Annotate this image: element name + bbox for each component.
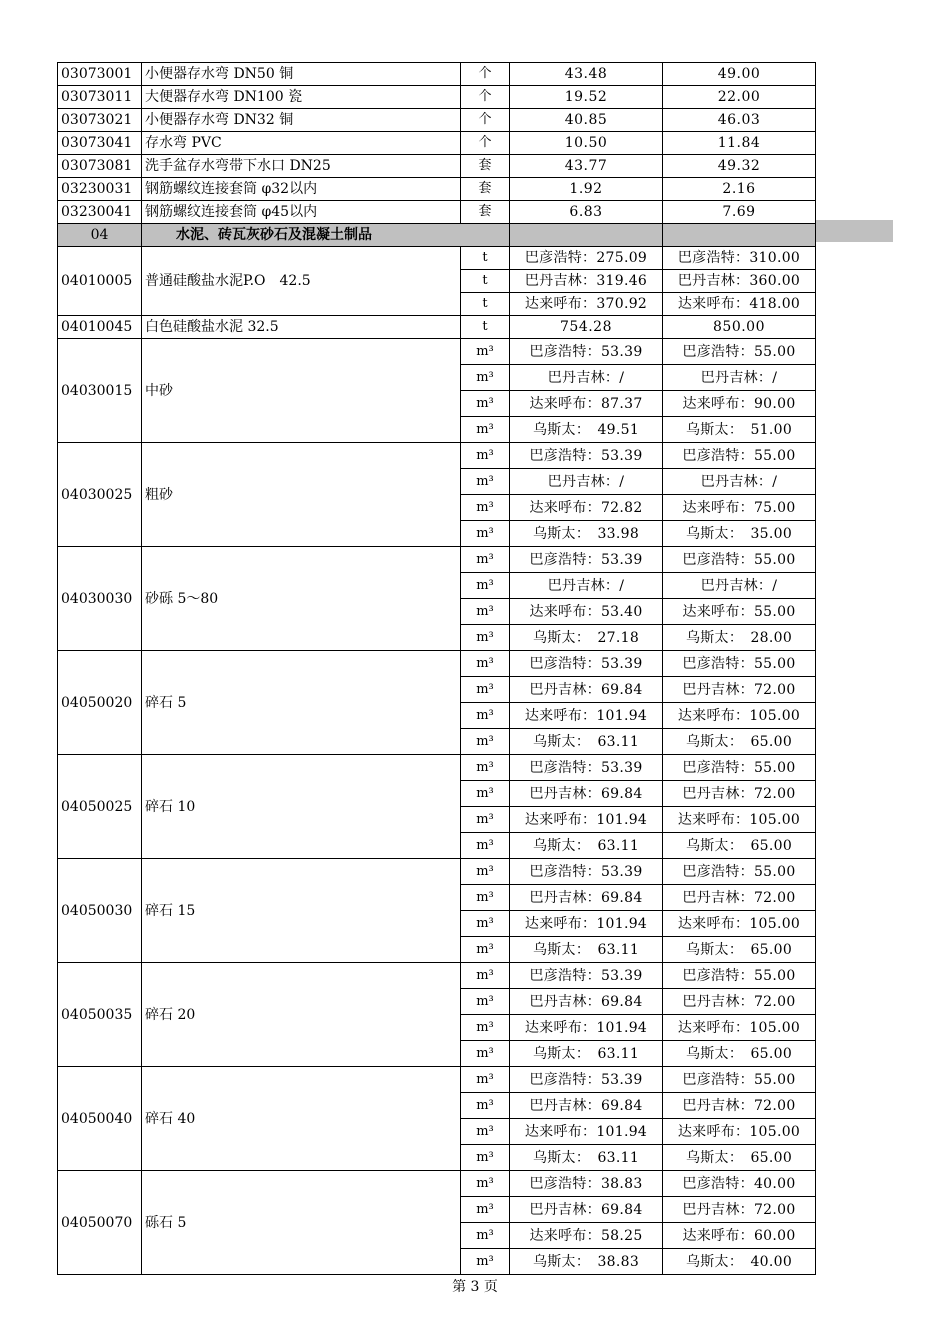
item-unit: m³ bbox=[461, 729, 510, 755]
item-code: 04050020 bbox=[58, 651, 142, 755]
price-excl-tax: 乌斯太： 38.83 bbox=[510, 1249, 663, 1275]
item-unit: t bbox=[461, 247, 510, 270]
price-incl-tax: 11.84 bbox=[663, 132, 816, 155]
price-excl-tax: 乌斯太： 33.98 bbox=[510, 521, 663, 547]
item-code: 04050030 bbox=[58, 859, 142, 963]
price-excl-tax: 乌斯太： 63.11 bbox=[510, 833, 663, 859]
item-unit: m³ bbox=[461, 963, 510, 989]
price-incl-tax: 巴彦浩特：55.00 bbox=[663, 963, 816, 989]
item-name: 碎石 10 bbox=[142, 755, 461, 859]
item-code: 04010005 bbox=[58, 247, 142, 316]
price-incl-tax: 达来呼布：55.00 bbox=[663, 599, 816, 625]
price-excl-tax: 巴彦浩特：275.09 bbox=[510, 247, 663, 270]
price-incl-tax: 49.32 bbox=[663, 155, 816, 178]
price-incl-tax: 巴丹吉林：72.00 bbox=[663, 989, 816, 1015]
price-excl-tax: 巴丹吉林：69.84 bbox=[510, 677, 663, 703]
table-row bbox=[58, 339, 816, 365]
section-header bbox=[58, 224, 816, 247]
table-row bbox=[58, 155, 816, 178]
price-excl-tax: 巴丹吉林：/ bbox=[510, 365, 663, 391]
price-incl-tax: 巴彦浩特：55.00 bbox=[663, 547, 816, 573]
item-name: 存水弯 PVC bbox=[142, 132, 461, 155]
item-unit: 套 bbox=[461, 155, 510, 178]
table-row bbox=[58, 109, 816, 132]
price-incl-tax: 巴丹吉林：/ bbox=[663, 469, 816, 495]
price-excl-tax: 6.83 bbox=[510, 201, 663, 224]
price-excl-tax: 巴彦浩特：53.39 bbox=[510, 859, 663, 885]
item-unit: m³ bbox=[461, 1249, 510, 1275]
price-incl-tax: 850.00 bbox=[663, 316, 816, 339]
item-unit: m³ bbox=[461, 911, 510, 937]
item-unit: m³ bbox=[461, 469, 510, 495]
table-row bbox=[58, 651, 816, 677]
item-unit: m³ bbox=[461, 495, 510, 521]
price-incl-tax: 巴丹吉林：72.00 bbox=[663, 885, 816, 911]
table-row bbox=[58, 1067, 816, 1093]
price-excl-tax: 巴彦浩特：53.39 bbox=[510, 339, 663, 365]
price-excl-tax: 巴彦浩特：53.39 bbox=[510, 1067, 663, 1093]
price-incl-tax: 达来呼布：75.00 bbox=[663, 495, 816, 521]
price-excl-tax: 达来呼布：101.94 bbox=[510, 1119, 663, 1145]
section-title: 水泥、砖瓦灰砂石及混凝土制品 bbox=[142, 224, 510, 247]
price-excl-tax: 达来呼布：101.94 bbox=[510, 911, 663, 937]
price-incl-tax: 49.00 bbox=[663, 63, 816, 86]
price-excl-tax: 巴丹吉林：69.84 bbox=[510, 781, 663, 807]
table-row bbox=[58, 755, 816, 781]
price-excl-tax: 1.92 bbox=[510, 178, 663, 201]
item-unit: m³ bbox=[461, 1041, 510, 1067]
item-code: 04050070 bbox=[58, 1171, 142, 1275]
table-row bbox=[58, 178, 816, 201]
item-unit: m³ bbox=[461, 833, 510, 859]
price-excl-tax: 达来呼布：101.94 bbox=[510, 703, 663, 729]
item-name: 中砂 bbox=[142, 339, 461, 443]
item-unit: t bbox=[461, 316, 510, 339]
price-excl-tax: 乌斯太： 63.11 bbox=[510, 1041, 663, 1067]
item-unit: m³ bbox=[461, 1119, 510, 1145]
price-excl-tax: 10.50 bbox=[510, 132, 663, 155]
price-incl-tax: 达来呼布：105.00 bbox=[663, 911, 816, 937]
item-name: 碎石 20 bbox=[142, 963, 461, 1067]
section-code: 04 bbox=[58, 224, 142, 247]
price-incl-tax: 乌斯太： 65.00 bbox=[663, 937, 816, 963]
price-excl-tax: 巴彦浩特：53.39 bbox=[510, 963, 663, 989]
item-unit: m³ bbox=[461, 1223, 510, 1249]
price-incl-tax: 46.03 bbox=[663, 109, 816, 132]
item-unit: m³ bbox=[461, 1067, 510, 1093]
item-code: 03073041 bbox=[58, 132, 142, 155]
item-unit: m³ bbox=[461, 521, 510, 547]
price-incl-tax: 乌斯太： 65.00 bbox=[663, 833, 816, 859]
item-unit: m³ bbox=[461, 391, 510, 417]
table-row bbox=[58, 547, 816, 573]
item-unit: m³ bbox=[461, 937, 510, 963]
price-table bbox=[57, 62, 816, 1275]
table-row bbox=[58, 247, 816, 270]
item-unit: 套 bbox=[461, 178, 510, 201]
item-name: 钢筋螺纹连接套筒 φ45以内 bbox=[142, 201, 461, 224]
table-row bbox=[58, 963, 816, 989]
price-incl-tax: 巴彦浩特：55.00 bbox=[663, 443, 816, 469]
price-table-body bbox=[58, 63, 816, 1275]
item-code: 04030025 bbox=[58, 443, 142, 547]
item-name: 白色硅酸盐水泥 32.5 bbox=[142, 316, 461, 339]
price-incl-tax: 巴丹吉林：/ bbox=[663, 365, 816, 391]
price-excl-tax: 巴彦浩特：53.39 bbox=[510, 443, 663, 469]
item-unit: m³ bbox=[461, 885, 510, 911]
item-unit: m³ bbox=[461, 1145, 510, 1171]
price-excl-tax: 乌斯太： 63.11 bbox=[510, 729, 663, 755]
price-excl-tax: 乌斯太： 63.11 bbox=[510, 937, 663, 963]
price-excl-tax: 754.28 bbox=[510, 316, 663, 339]
price-incl-tax: 乌斯太： 40.00 bbox=[663, 1249, 816, 1275]
item-name: 砾石 5 bbox=[142, 1171, 461, 1275]
price-incl-tax: 乌斯太： 65.00 bbox=[663, 1145, 816, 1171]
section-blank bbox=[510, 224, 663, 247]
price-excl-tax: 巴丹吉林：69.84 bbox=[510, 1093, 663, 1119]
price-incl-tax: 巴彦浩特：310.00 bbox=[663, 247, 816, 270]
page-footer bbox=[0, 1276, 950, 1296]
price-incl-tax: 达来呼布：60.00 bbox=[663, 1223, 816, 1249]
item-code: 04030030 bbox=[58, 547, 142, 651]
price-incl-tax: 巴彦浩特：55.00 bbox=[663, 1067, 816, 1093]
price-excl-tax: 巴丹吉林：69.84 bbox=[510, 1197, 663, 1223]
price-incl-tax: 乌斯太： 65.00 bbox=[663, 729, 816, 755]
price-incl-tax: 巴丹吉林：/ bbox=[663, 573, 816, 599]
item-unit: 个 bbox=[461, 63, 510, 86]
table-row bbox=[58, 316, 816, 339]
price-excl-tax: 巴丹吉林：69.84 bbox=[510, 885, 663, 911]
item-name: 碎石 40 bbox=[142, 1067, 461, 1171]
item-name: 碎石 15 bbox=[142, 859, 461, 963]
price-incl-tax: 22.00 bbox=[663, 86, 816, 109]
price-incl-tax: 乌斯太： 65.00 bbox=[663, 1041, 816, 1067]
item-unit: m³ bbox=[461, 443, 510, 469]
price-incl-tax: 达来呼布：418.00 bbox=[663, 293, 816, 316]
item-name: 普通硅酸盐水泥P.O 42.5 bbox=[142, 247, 461, 316]
item-unit: 个 bbox=[461, 86, 510, 109]
item-unit: t bbox=[461, 293, 510, 316]
item-unit: m³ bbox=[461, 1015, 510, 1041]
price-excl-tax: 乌斯太： 27.18 bbox=[510, 625, 663, 651]
item-unit: m³ bbox=[461, 1093, 510, 1119]
item-code: 04050035 bbox=[58, 963, 142, 1067]
price-excl-tax: 43.48 bbox=[510, 63, 663, 86]
item-unit: m³ bbox=[461, 573, 510, 599]
item-unit: m³ bbox=[461, 703, 510, 729]
price-excl-tax: 达来呼布：101.94 bbox=[510, 807, 663, 833]
price-incl-tax: 巴丹吉林：72.00 bbox=[663, 1093, 816, 1119]
item-code: 04010045 bbox=[58, 316, 142, 339]
table-row bbox=[58, 63, 816, 86]
price-excl-tax: 达来呼布：53.40 bbox=[510, 599, 663, 625]
table-row bbox=[58, 201, 816, 224]
price-incl-tax: 达来呼布：105.00 bbox=[663, 807, 816, 833]
price-incl-tax: 巴彦浩特：55.00 bbox=[663, 339, 816, 365]
item-unit: m³ bbox=[461, 677, 510, 703]
section-blank bbox=[663, 224, 816, 247]
item-unit: m³ bbox=[461, 781, 510, 807]
item-unit: m³ bbox=[461, 1171, 510, 1197]
item-name: 小便器存水弯 DN50 铜 bbox=[142, 63, 461, 86]
price-incl-tax: 达来呼布：105.00 bbox=[663, 703, 816, 729]
item-unit: 个 bbox=[461, 132, 510, 155]
price-incl-tax: 巴彦浩特：55.00 bbox=[663, 651, 816, 677]
item-unit: m³ bbox=[461, 989, 510, 1015]
price-incl-tax: 达来呼布：105.00 bbox=[663, 1015, 816, 1041]
item-name: 洗手盆存水弯带下水口 DN25 bbox=[142, 155, 461, 178]
item-code: 04030015 bbox=[58, 339, 142, 443]
price-incl-tax: 巴彦浩特：55.00 bbox=[663, 859, 816, 885]
item-code: 04050040 bbox=[58, 1067, 142, 1171]
price-excl-tax: 巴丹吉林：/ bbox=[510, 469, 663, 495]
price-excl-tax: 43.77 bbox=[510, 155, 663, 178]
price-incl-tax: 乌斯太： 51.00 bbox=[663, 417, 816, 443]
table-row bbox=[58, 86, 816, 109]
table-row bbox=[58, 859, 816, 885]
price-incl-tax: 巴丹吉林：72.00 bbox=[663, 1197, 816, 1223]
item-code: 03073011 bbox=[58, 86, 142, 109]
item-code: 04050025 bbox=[58, 755, 142, 859]
item-unit: m³ bbox=[461, 807, 510, 833]
price-excl-tax: 达来呼布：58.25 bbox=[510, 1223, 663, 1249]
price-excl-tax: 乌斯太： 63.11 bbox=[510, 1145, 663, 1171]
price-incl-tax: 达来呼布：90.00 bbox=[663, 391, 816, 417]
price-incl-tax: 乌斯太： 35.00 bbox=[663, 521, 816, 547]
price-excl-tax: 巴丹吉林：/ bbox=[510, 573, 663, 599]
price-incl-tax: 达来呼布：105.00 bbox=[663, 1119, 816, 1145]
price-incl-tax: 巴彦浩特：55.00 bbox=[663, 755, 816, 781]
price-excl-tax: 达来呼布：87.37 bbox=[510, 391, 663, 417]
price-incl-tax: 乌斯太： 28.00 bbox=[663, 625, 816, 651]
price-excl-tax: 达来呼布：370.92 bbox=[510, 293, 663, 316]
price-excl-tax: 巴彦浩特：53.39 bbox=[510, 547, 663, 573]
item-unit: t bbox=[461, 270, 510, 293]
price-excl-tax: 巴丹吉林：319.46 bbox=[510, 270, 663, 293]
table-row bbox=[58, 1171, 816, 1197]
price-incl-tax: 巴丹吉林：360.00 bbox=[663, 270, 816, 293]
price-incl-tax: 巴丹吉林：72.00 bbox=[663, 781, 816, 807]
price-incl-tax: 巴丹吉林：72.00 bbox=[663, 677, 816, 703]
item-unit: m³ bbox=[461, 339, 510, 365]
item-unit: m³ bbox=[461, 625, 510, 651]
item-name: 粗砂 bbox=[142, 443, 461, 547]
price-incl-tax: 巴彦浩特：40.00 bbox=[663, 1171, 816, 1197]
item-unit: m³ bbox=[461, 651, 510, 677]
item-unit: m³ bbox=[461, 365, 510, 391]
price-excl-tax: 巴彦浩特：53.39 bbox=[510, 755, 663, 781]
price-excl-tax: 乌斯太： 49.51 bbox=[510, 417, 663, 443]
item-code: 03073081 bbox=[58, 155, 142, 178]
item-name: 砂砾 5～80 bbox=[142, 547, 461, 651]
item-unit: m³ bbox=[461, 1197, 510, 1223]
price-excl-tax: 巴彦浩特：53.39 bbox=[510, 651, 663, 677]
item-unit: 套 bbox=[461, 201, 510, 224]
item-name: 小便器存水弯 DN32 铜 bbox=[142, 109, 461, 132]
section-header-extension bbox=[815, 220, 893, 242]
item-code: 03230041 bbox=[58, 201, 142, 224]
item-unit: m³ bbox=[461, 417, 510, 443]
price-incl-tax: 7.69 bbox=[663, 201, 816, 224]
page-number: 第 3 页 bbox=[452, 1279, 498, 1295]
table-row bbox=[58, 443, 816, 469]
price-excl-tax: 巴丹吉林：69.84 bbox=[510, 989, 663, 1015]
price-excl-tax: 19.52 bbox=[510, 86, 663, 109]
item-unit: m³ bbox=[461, 599, 510, 625]
item-code: 03073001 bbox=[58, 63, 142, 86]
item-code: 03073021 bbox=[58, 109, 142, 132]
item-unit: m³ bbox=[461, 547, 510, 573]
price-excl-tax: 巴彦浩特：38.83 bbox=[510, 1171, 663, 1197]
item-unit: m³ bbox=[461, 755, 510, 781]
price-incl-tax: 2.16 bbox=[663, 178, 816, 201]
table-row bbox=[58, 132, 816, 155]
price-excl-tax: 达来呼布：101.94 bbox=[510, 1015, 663, 1041]
item-name: 碎石 5 bbox=[142, 651, 461, 755]
item-name: 钢筋螺纹连接套筒 φ32以内 bbox=[142, 178, 461, 201]
item-unit: m³ bbox=[461, 859, 510, 885]
price-excl-tax: 达来呼布：72.82 bbox=[510, 495, 663, 521]
item-code: 03230031 bbox=[58, 178, 142, 201]
item-unit: 个 bbox=[461, 109, 510, 132]
item-name: 大便器存水弯 DN100 瓷 bbox=[142, 86, 461, 109]
price-excl-tax: 40.85 bbox=[510, 109, 663, 132]
